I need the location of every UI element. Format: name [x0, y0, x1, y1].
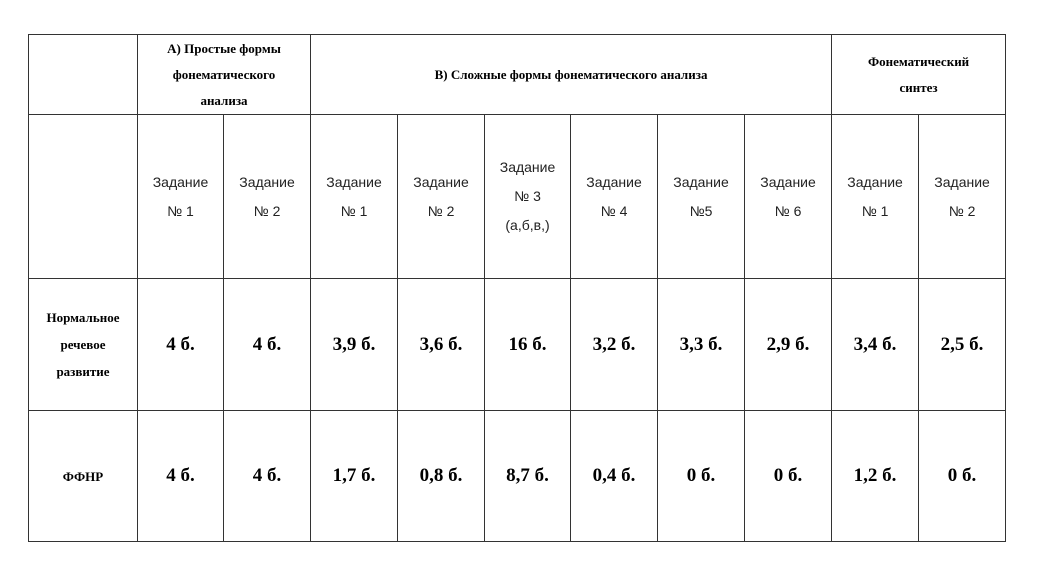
score-cell: 3,4 б.: [832, 279, 919, 411]
task-header: [745, 115, 832, 279]
score-cell: 8,7 б.: [485, 411, 571, 542]
group-synthesis-line-2: синтез: [899, 79, 938, 95]
score-cell: 0,8 б.: [398, 411, 485, 542]
group-synthesis: [832, 35, 1006, 115]
task-header-line: № 3: [514, 188, 541, 204]
results-table: [28, 34, 1006, 542]
task-header-line: № 1: [167, 202, 194, 219]
score-cell: 0 б.: [658, 411, 745, 542]
score-cell: 4 б.: [138, 411, 224, 542]
score-cell: 1,2 б.: [832, 411, 919, 542]
table-row-normal-speech: [29, 279, 1006, 411]
task-corner-cell: [29, 115, 138, 279]
task-header: [485, 115, 571, 279]
task-header: [571, 115, 658, 279]
task-header-line: Задание: [413, 173, 469, 190]
task-header-line: Задание: [326, 173, 382, 190]
table-row-ffnr: [29, 411, 1006, 542]
task-header-row: [29, 115, 1006, 279]
score-cell: 4 б.: [224, 411, 311, 542]
task-header: [919, 115, 1006, 279]
task-header-line: Задание: [586, 173, 642, 190]
task-header: [224, 115, 311, 279]
task-header-line: № 6: [774, 202, 802, 219]
score-cell: 2,9 б.: [745, 279, 832, 411]
score-cell: 0 б.: [745, 411, 832, 542]
row-label-line: развитие: [56, 364, 110, 379]
task-header-line: № 1: [340, 202, 368, 219]
task-header-line: № 2: [948, 202, 976, 219]
score-cell: 3,6 б.: [398, 279, 485, 411]
score-cell: 16 б.: [485, 279, 571, 411]
group-simple-line-2: фонематического: [172, 66, 276, 82]
group-simple-analysis: [138, 35, 311, 115]
row-label-line: Нормальное: [46, 310, 120, 325]
score-cell: 1,7 б.: [311, 411, 398, 542]
task-header-line: № 4: [600, 202, 628, 219]
group-simple-line-1: А) Простые формы: [167, 40, 281, 56]
group-simple-line-3: анализа: [200, 92, 248, 108]
score-cell: 2,5 б.: [919, 279, 1006, 411]
row-label-line: речевое: [60, 337, 106, 352]
task-header: [658, 115, 745, 279]
corner-cell: [29, 35, 138, 115]
row-label-ffnr: [29, 411, 138, 542]
task-header-line: Задание: [152, 173, 209, 190]
task-header: [311, 115, 398, 279]
group-synthesis-line-1: Фонематический: [867, 53, 970, 69]
task-header-line: Задание: [847, 173, 903, 190]
score-cell: 3,3 б.: [658, 279, 745, 411]
task-header-line: № 1: [861, 202, 889, 219]
task-header-line: Задание: [239, 173, 295, 190]
score-cell: 4 б.: [138, 279, 224, 411]
task-header-line: Задание: [499, 159, 556, 175]
row-label-normal-speech: [29, 279, 138, 411]
task-header: [398, 115, 485, 279]
score-cell: 0 б.: [919, 411, 1006, 542]
group-complex-analysis: [311, 35, 832, 115]
score-cell: 3,2 б.: [571, 279, 658, 411]
group-header-row: [29, 35, 1006, 115]
task-header-line: Задание: [934, 173, 990, 190]
task-header-line: № 2: [427, 202, 455, 219]
row-label-line: ФФНР: [62, 468, 104, 484]
task-header-line: №5: [689, 202, 713, 219]
task-header-line: № 2: [253, 202, 281, 219]
task-header-line: (а,б,в,): [505, 217, 550, 233]
task-header-line: Задание: [760, 173, 816, 190]
task-header-line: Задание: [673, 173, 729, 190]
score-cell: 0,4 б.: [571, 411, 658, 542]
score-cell: 3,9 б.: [311, 279, 398, 411]
group-complex-line-1: В) Сложные формы фонематического анализа: [434, 66, 708, 82]
task-header: [832, 115, 919, 279]
score-cell: 4 б.: [224, 279, 311, 411]
task-header: [138, 115, 224, 279]
